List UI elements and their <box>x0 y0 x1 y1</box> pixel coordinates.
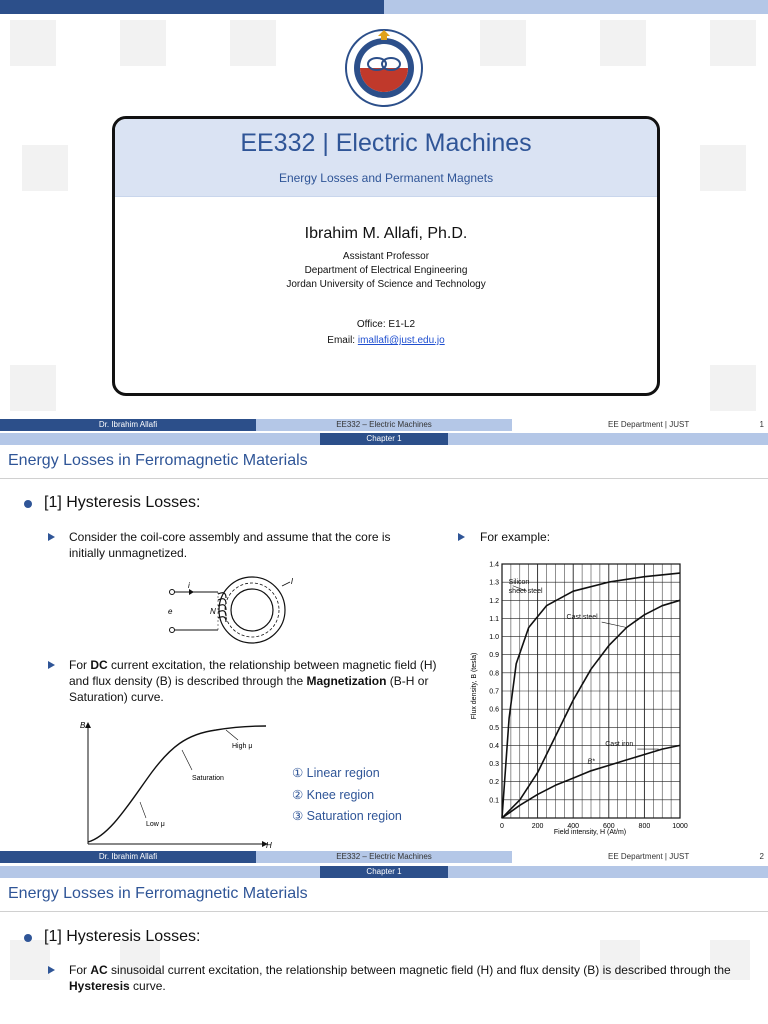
chart-series-label: Cast steel <box>566 614 598 622</box>
chapter-bar <box>0 866 768 878</box>
bold-magnetization: Magnetization <box>306 674 387 688</box>
chart-grid <box>502 564 680 818</box>
author-name: Ibrahim M. Allafi, Ph.D. <box>304 225 468 242</box>
bullet-hysteresis: [1] Hysteresis Losses: <box>44 494 201 511</box>
chart-annotation: B* <box>587 758 595 766</box>
sub-bullet-dc-excitation <box>69 657 439 705</box>
footer-department-area <box>512 419 768 431</box>
chart-y-tick-label: 0.9 <box>489 652 499 660</box>
sub-bullet-arrow <box>48 533 55 541</box>
sketch-h-axis-label: H <box>266 841 272 848</box>
slide-title: Energy Losses in Ferromagnetic Materials <box>8 452 308 469</box>
bh-curve-chart <box>468 556 700 840</box>
background-square <box>700 145 746 191</box>
bold-hysteresis: Hysteresis <box>69 979 130 993</box>
chapter-bar <box>0 433 768 445</box>
footer-slide-2 <box>0 851 768 863</box>
chart-y-tick-label: 1.2 <box>489 597 499 605</box>
university-logo <box>344 28 424 108</box>
chart-y-tick-label: 0.4 <box>489 742 499 750</box>
chart-y-tick-label: 0.5 <box>489 724 499 732</box>
saturation-label: Saturation <box>192 775 224 782</box>
chart-y-tick-label: 0.2 <box>489 779 499 787</box>
background-square <box>710 20 756 66</box>
sub-bullet-coil-core: Consider the coil-core assembly and assume that the core is initially unmagnetized. <box>69 530 391 560</box>
low-mu-label: Low μ <box>146 821 165 828</box>
chart-x-tick-label: 1000 <box>672 823 688 830</box>
chart-x-tick-label: 0 <box>500 823 504 830</box>
background-square <box>480 20 526 66</box>
sub-bullet-ac-excitation <box>69 962 759 994</box>
saturation-region-label: ③ Saturation region <box>292 809 402 823</box>
sketch-b-axis-label: B <box>80 721 86 730</box>
bold-dc: DC <box>90 658 108 672</box>
chart-y-tick-label: 0.8 <box>489 670 499 678</box>
footer-department: EE Department | JUST <box>608 852 690 861</box>
chart-x-tick-label: 600 <box>602 823 615 830</box>
bold-ac: AC <box>90 963 108 977</box>
text-fragment: current excitation, the relationship between magnetic field (H) and flux density (B) is described through the <box>69 658 437 688</box>
title-separator <box>0 911 768 912</box>
office-info: Office: E1-L2 <box>356 319 416 330</box>
footer-slide-1 <box>0 419 768 431</box>
chart-series-label: Silicon <box>508 578 530 586</box>
chart-series-label: Cast iron <box>605 741 634 749</box>
bullet-hysteresis: [1] Hysteresis Losses: <box>44 928 201 945</box>
author-university: Jordan University of Science and Technology <box>286 279 486 290</box>
top-bar-light <box>384 0 768 14</box>
knee-region-label: ② Knee region <box>292 788 375 802</box>
text-fragment: sinusoidal current excitation, the relationship between magnetic field (H) and flux density (B) is described through the <box>107 963 731 977</box>
background-square <box>10 365 56 411</box>
sub-bullet-arrow <box>48 661 55 669</box>
course-title: EE332 | Electric Machines <box>240 129 532 157</box>
chart-y-tick-label: 1.0 <box>489 634 499 642</box>
chart-x-tick-label: 800 <box>638 823 651 830</box>
author-position: Assistant Professor <box>342 251 430 262</box>
text-fragment: curve. <box>129 979 166 993</box>
footer-author: Dr. Ibrahim Allafi <box>0 419 256 431</box>
chart-y-tick-label: 1.4 <box>489 561 499 569</box>
footer-course: EE332 – Electric Machines <box>256 851 512 863</box>
title-card <box>112 116 660 396</box>
footer-course: EE332 – Electric Machines <box>256 419 512 431</box>
page-number: 1 <box>759 420 764 429</box>
chart-y-tick-label: 0.7 <box>489 688 499 696</box>
coil-voltage-label: e <box>168 607 173 616</box>
text-fragment: (B-H or Saturation) curve. <box>69 674 429 704</box>
chart-y-tick-label: 1.3 <box>489 579 499 587</box>
sub-bullet-arrow <box>48 966 55 974</box>
coil-turns-label: N <box>210 607 216 616</box>
bullet-dot <box>24 934 32 942</box>
sub-bullet-arrow <box>458 533 465 541</box>
footer-department: EE Department | JUST <box>608 420 690 429</box>
background-square <box>10 940 50 980</box>
background-square <box>10 20 56 66</box>
email-link[interactable]: imallafi@just.edu.jo <box>357 335 445 346</box>
magnetization-curve-sketch <box>70 716 280 848</box>
slide-title: Energy Losses in Ferromagnetic Materials <box>8 885 308 902</box>
high-mu-label: High μ <box>232 743 253 750</box>
bullet-dot <box>24 500 32 508</box>
text-fragment: For <box>69 963 91 977</box>
email-info <box>115 335 657 346</box>
background-square <box>22 145 68 191</box>
core-length-label: l <box>291 577 293 586</box>
chart-x-tick-label: 400 <box>567 823 580 830</box>
chart-y-tick-label: 0.6 <box>489 706 499 714</box>
top-bar-dark <box>0 0 384 14</box>
footer-author: Dr. Ibrahim Allafi <box>0 851 256 863</box>
title-separator <box>0 478 768 479</box>
background-square <box>600 20 646 66</box>
coil-current-label: i <box>188 581 190 590</box>
background-square <box>710 365 756 411</box>
author-department: Department of Electrical Engineering <box>304 265 468 276</box>
sub-bullet-example: For example: <box>480 530 551 544</box>
chart-series-label: sheet steel <box>508 587 543 595</box>
lecture-subtitle: Energy Losses and Permanent Magnets <box>278 171 494 185</box>
chart-x-axis-label: Field intensity, H (At/m) <box>553 829 627 836</box>
text-fragment: For <box>69 658 91 672</box>
footer-department-area <box>512 851 768 863</box>
background-square <box>230 20 276 66</box>
coil-core-diagram <box>160 570 300 650</box>
chapter-label: Chapter 1 <box>320 433 448 445</box>
chapter-label: Chapter 1 <box>320 866 448 878</box>
chart-y-tick-label: 1.1 <box>489 615 499 623</box>
chart-y-axis-label: Flux density, B (tesla) <box>471 652 478 720</box>
email-label: Email: <box>327 335 358 346</box>
linear-region-label: ① Linear region <box>292 766 380 780</box>
chart-y-tick-label: 0.1 <box>489 797 499 805</box>
background-square <box>120 20 166 66</box>
chart-y-tick-label: 0.3 <box>489 761 499 769</box>
chart-x-tick-label: 200 <box>531 823 544 830</box>
page-number: 2 <box>759 852 764 861</box>
